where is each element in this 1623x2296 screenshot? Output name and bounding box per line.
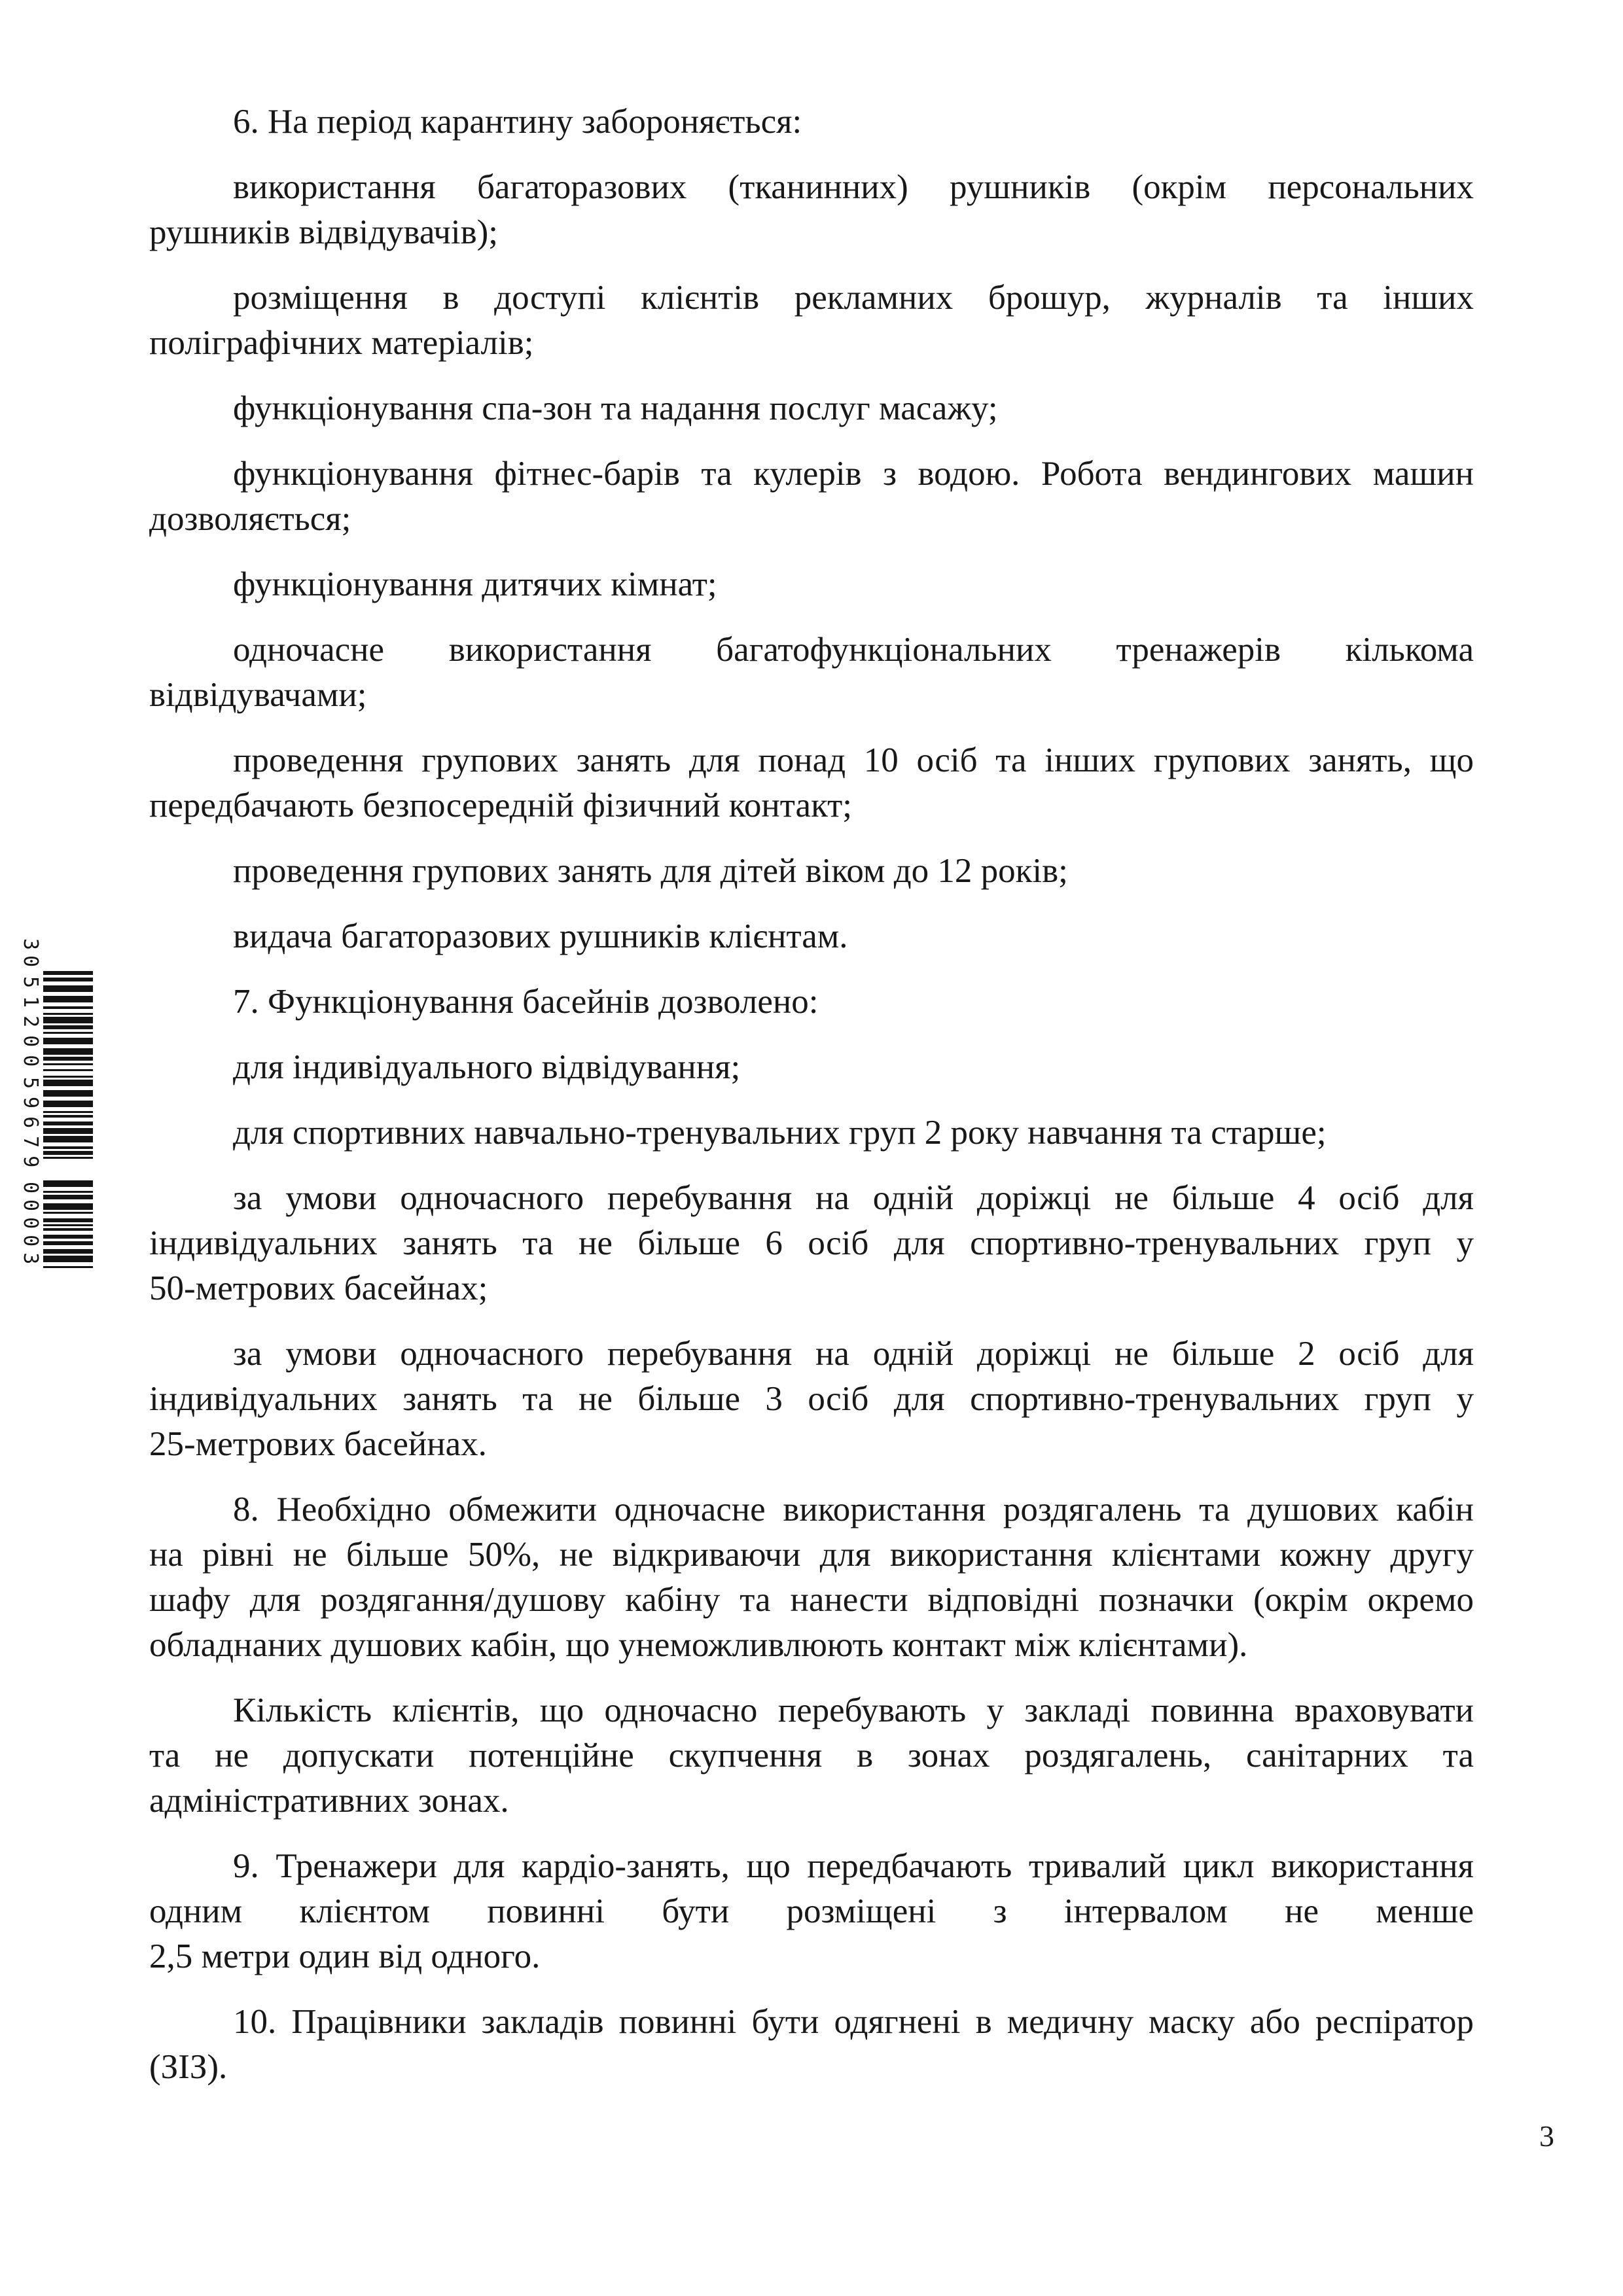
text-line: дозволяється; bbox=[149, 500, 351, 538]
text-line: Кількість клієнтів, що одночасно перебувають у закладі повинна враховувати bbox=[233, 1691, 1474, 1729]
page-number: 3 bbox=[1539, 2119, 1554, 2153]
text-line: використання багаторазових (тканинних) рушників (окрім персональних bbox=[233, 168, 1474, 206]
paragraph-5 bbox=[149, 451, 1474, 542]
text-line: 25-метрових басейнах. bbox=[149, 1425, 487, 1463]
barcode-main-bars bbox=[43, 971, 93, 1161]
text-line: функціонування спа-зон та надання послуг масажу; bbox=[233, 389, 998, 427]
text-line: функціонування дитячих кімнат; bbox=[233, 565, 717, 603]
barcode-addon-digits: 00003 bbox=[19, 1182, 42, 1271]
text-line: відвідувачами; bbox=[149, 676, 367, 714]
text-line: функціонування фітнес-барів та кулерів з водою. Робота вендингових машин bbox=[233, 455, 1474, 493]
barcode-bar bbox=[43, 1157, 93, 1159]
barcode-bar bbox=[43, 1203, 93, 1210]
text-line: для індивідуального відвідування; bbox=[233, 1048, 741, 1086]
text-line: 9. Тренажери для кардіо-занять, що передбачають тривалий цикл використання bbox=[233, 1847, 1474, 1885]
paragraph-4 bbox=[149, 386, 1474, 431]
text-line: проведення групових занять для дітей віком до 12 років; bbox=[233, 852, 1068, 890]
paragraph-11 bbox=[149, 980, 1474, 1025]
text-line: (ЗІЗ). bbox=[149, 2048, 228, 2086]
paragraph-7 bbox=[149, 627, 1474, 718]
paragraph-16 bbox=[149, 1487, 1474, 1668]
barcode-bar bbox=[43, 1017, 93, 1023]
barcode-bar bbox=[43, 1136, 93, 1142]
text-line: поліграфічних матеріалів; bbox=[149, 324, 534, 362]
text-line: розміщення в доступі клієнтів рекламних брошур, журналів та інших bbox=[233, 279, 1474, 317]
text-line: 8. Необхідно обмежити одночасне використання роздягалень та душових кабін bbox=[233, 1491, 1474, 1528]
barcode-digits-group-b: 59679 bbox=[19, 1077, 42, 1176]
text-line: обладнаних душових кабін, що унеможливлюють контакт між клієнтами). bbox=[149, 1626, 1248, 1664]
barcode-bar bbox=[43, 1080, 93, 1086]
barcode-bar bbox=[43, 1090, 93, 1097]
text-line: за умови одночасного перебування на одній доріжці не більше 4 осіб для bbox=[233, 1179, 1474, 1217]
text-line: проведення групових занять для понад 10 осіб та інших групових занять, що bbox=[233, 741, 1474, 779]
paragraph-8 bbox=[149, 738, 1474, 828]
paragraph-14 bbox=[149, 1176, 1474, 1311]
text-line: одночасне використання багатофункціональних тренажерів кількома bbox=[233, 631, 1474, 669]
vertical-barcode bbox=[20, 936, 93, 1276]
paragraph-17 bbox=[149, 1688, 1474, 1824]
barcode-digits-group-a: 51200 bbox=[19, 976, 42, 1075]
barcode-bar bbox=[43, 1101, 93, 1107]
paragraph-19 bbox=[149, 2000, 1474, 2090]
text-line: індивідуальних занять та не більше 3 осіб для спортивно-тренувальних груп у bbox=[149, 1380, 1474, 1418]
paragraph-9 bbox=[149, 849, 1474, 894]
text-line: адміністративних зонах. bbox=[149, 1782, 509, 1820]
paragraph-10 bbox=[149, 914, 1474, 959]
text-line: 7. Функціонування басейнів дозволено: bbox=[233, 983, 819, 1021]
paragraph-13 bbox=[149, 1110, 1474, 1156]
text-line: за умови одночасного перебування на одній доріжці не більше 2 осіб для bbox=[233, 1335, 1474, 1373]
text-line: одним клієнтом повинні бути розміщені з інтервалом не менше bbox=[149, 1892, 1474, 1930]
text-line: 6. На період карантину забороняється: bbox=[233, 103, 802, 141]
barcode-bar bbox=[43, 1256, 93, 1262]
paragraph-18 bbox=[149, 1844, 1474, 1979]
barcode-bar bbox=[43, 1038, 93, 1044]
text-line: індивідуальних занять та не більше 6 осіб для спортивно-тренувальних груп у bbox=[149, 1224, 1474, 1262]
text-line: та не допускати потенційне скупчення в зонах роздягалень, санітарних та bbox=[149, 1737, 1474, 1775]
document-body bbox=[149, 99, 1474, 2110]
paragraph-15 bbox=[149, 1332, 1474, 1467]
text-line: 50-метрових басейнах; bbox=[149, 1269, 488, 1307]
barcode-bar bbox=[43, 996, 93, 1002]
text-line: на рівні не більше 50%, не відкриваючи для використання клієнтами кожну другу bbox=[149, 1536, 1474, 1574]
barcode-digits bbox=[20, 936, 42, 1276]
text-line: для спортивних навчально-тренувальних груп 2 року навчання та старше; bbox=[233, 1114, 1327, 1152]
text-line: 2,5 метри один від одного. bbox=[149, 1937, 541, 1975]
paragraph-12 bbox=[149, 1045, 1474, 1090]
text-line: 10. Працівники закладів повинні бути одягнені в медичну маску або респіратор bbox=[233, 2003, 1474, 2041]
paragraph-3 bbox=[149, 275, 1474, 366]
barcode-bar bbox=[43, 1180, 93, 1187]
paragraph-1 bbox=[149, 99, 1474, 145]
text-line: видача багаторазових рушників клієнтам. bbox=[233, 917, 848, 955]
paragraph-2 bbox=[149, 165, 1474, 255]
barcode-bar bbox=[43, 1128, 93, 1135]
text-line: шафу для роздягання/душову кабіну та нанести відповідні позначки (окрім окремо bbox=[149, 1581, 1474, 1619]
text-line: рушників відвідувачів); bbox=[149, 213, 499, 251]
barcode-bar bbox=[43, 1048, 93, 1055]
barcode-gap bbox=[43, 1268, 93, 1272]
barcode-prefix-digits: 30 bbox=[19, 938, 42, 973]
paragraph-6 bbox=[149, 562, 1474, 607]
barcode-addon-bars bbox=[43, 1180, 93, 1272]
barcode-bar bbox=[43, 985, 93, 992]
text-line: передбачають безпосередній фізичний контакт; bbox=[149, 786, 853, 824]
